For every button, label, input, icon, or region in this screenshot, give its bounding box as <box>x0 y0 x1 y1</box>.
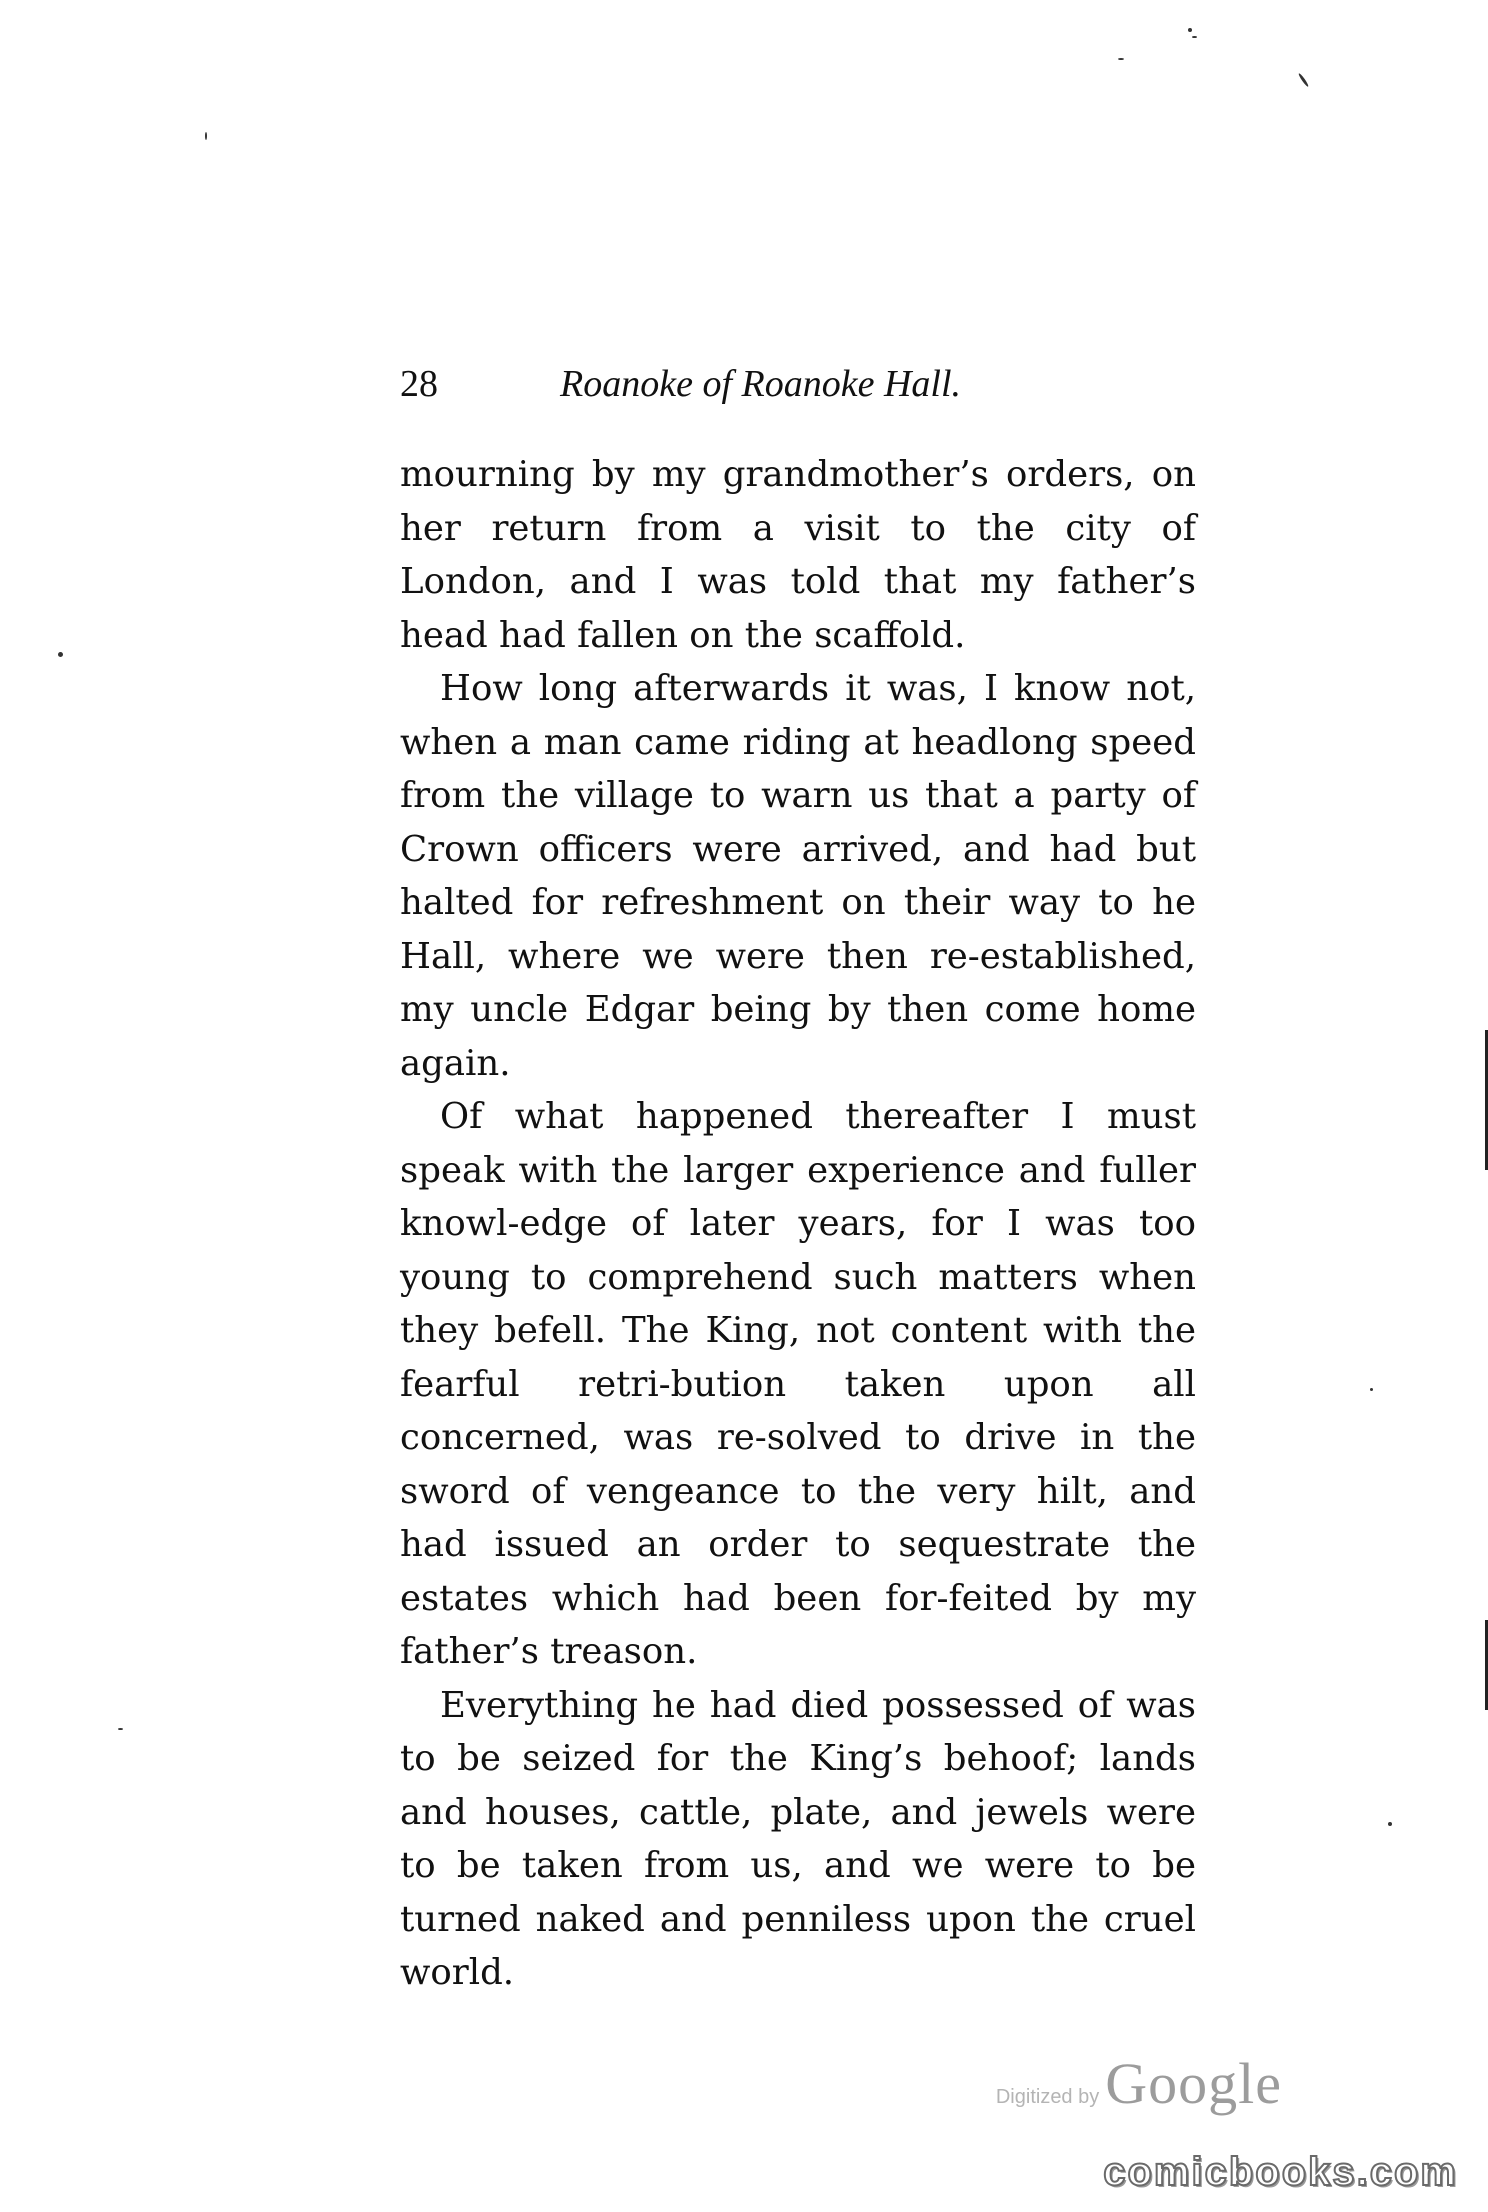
body-text <box>400 448 1196 2000</box>
site-watermark: comicbooks.com <box>1103 2150 1458 2194</box>
running-head <box>400 362 1200 422</box>
digitized-by-google-mark <box>996 2050 1282 2120</box>
scan-speck <box>1118 58 1124 60</box>
paragraph-2: How long afterwards it was, I know not, when a man came riding at headlong speed from the village to warn us that a party of Crown officers were arrived, and had but halted for refreshment on their way to he Hall, where we were then re-established, my uncle Edgar being by then come home again. <box>400 668 1196 1084</box>
book-title: Roanoke of Roanoke Hall. <box>560 363 962 405</box>
paragraph-4: Everything he had died possessed of was to be seized for the King’s behoof; lands and houses, cattle, plate, and jewels were to be taken from us, and we were to be turned naked and penniless upon the cruel world. <box>400 1684 1196 1993</box>
paragraph-3: Of what happened thereafter I must speak with the larger experience and fuller knowl-edge of later years, for I was too young to comprehend such matters when they befell. The King, not content with the fearful retri-bution taken upon all concerned, was re-solved to drive in the sword of vengeance to the very hilt, and had issued an order to sequestrate the estates which had been for-feited by my father’s treason. <box>400 1096 1196 1672</box>
scan-speck <box>205 132 207 140</box>
scan-speck <box>1188 28 1192 32</box>
scan-speck <box>1298 73 1310 88</box>
google-logo: Google <box>1105 2051 1282 2116</box>
scan-speck <box>1192 36 1197 38</box>
scan-speck <box>58 652 63 657</box>
page-number: 28 <box>400 363 438 405</box>
paragraph-1: mourning by my grandmother’s orders, on her return from a visit to the city of London, and I was told that my father’s head had fallen on the scaffold. <box>400 454 1196 656</box>
scan-speck <box>118 1728 123 1730</box>
scan-speck <box>1370 1388 1373 1391</box>
scan-speck <box>1388 1822 1392 1826</box>
digitized-label: Digitized by <box>995 2086 1100 2108</box>
